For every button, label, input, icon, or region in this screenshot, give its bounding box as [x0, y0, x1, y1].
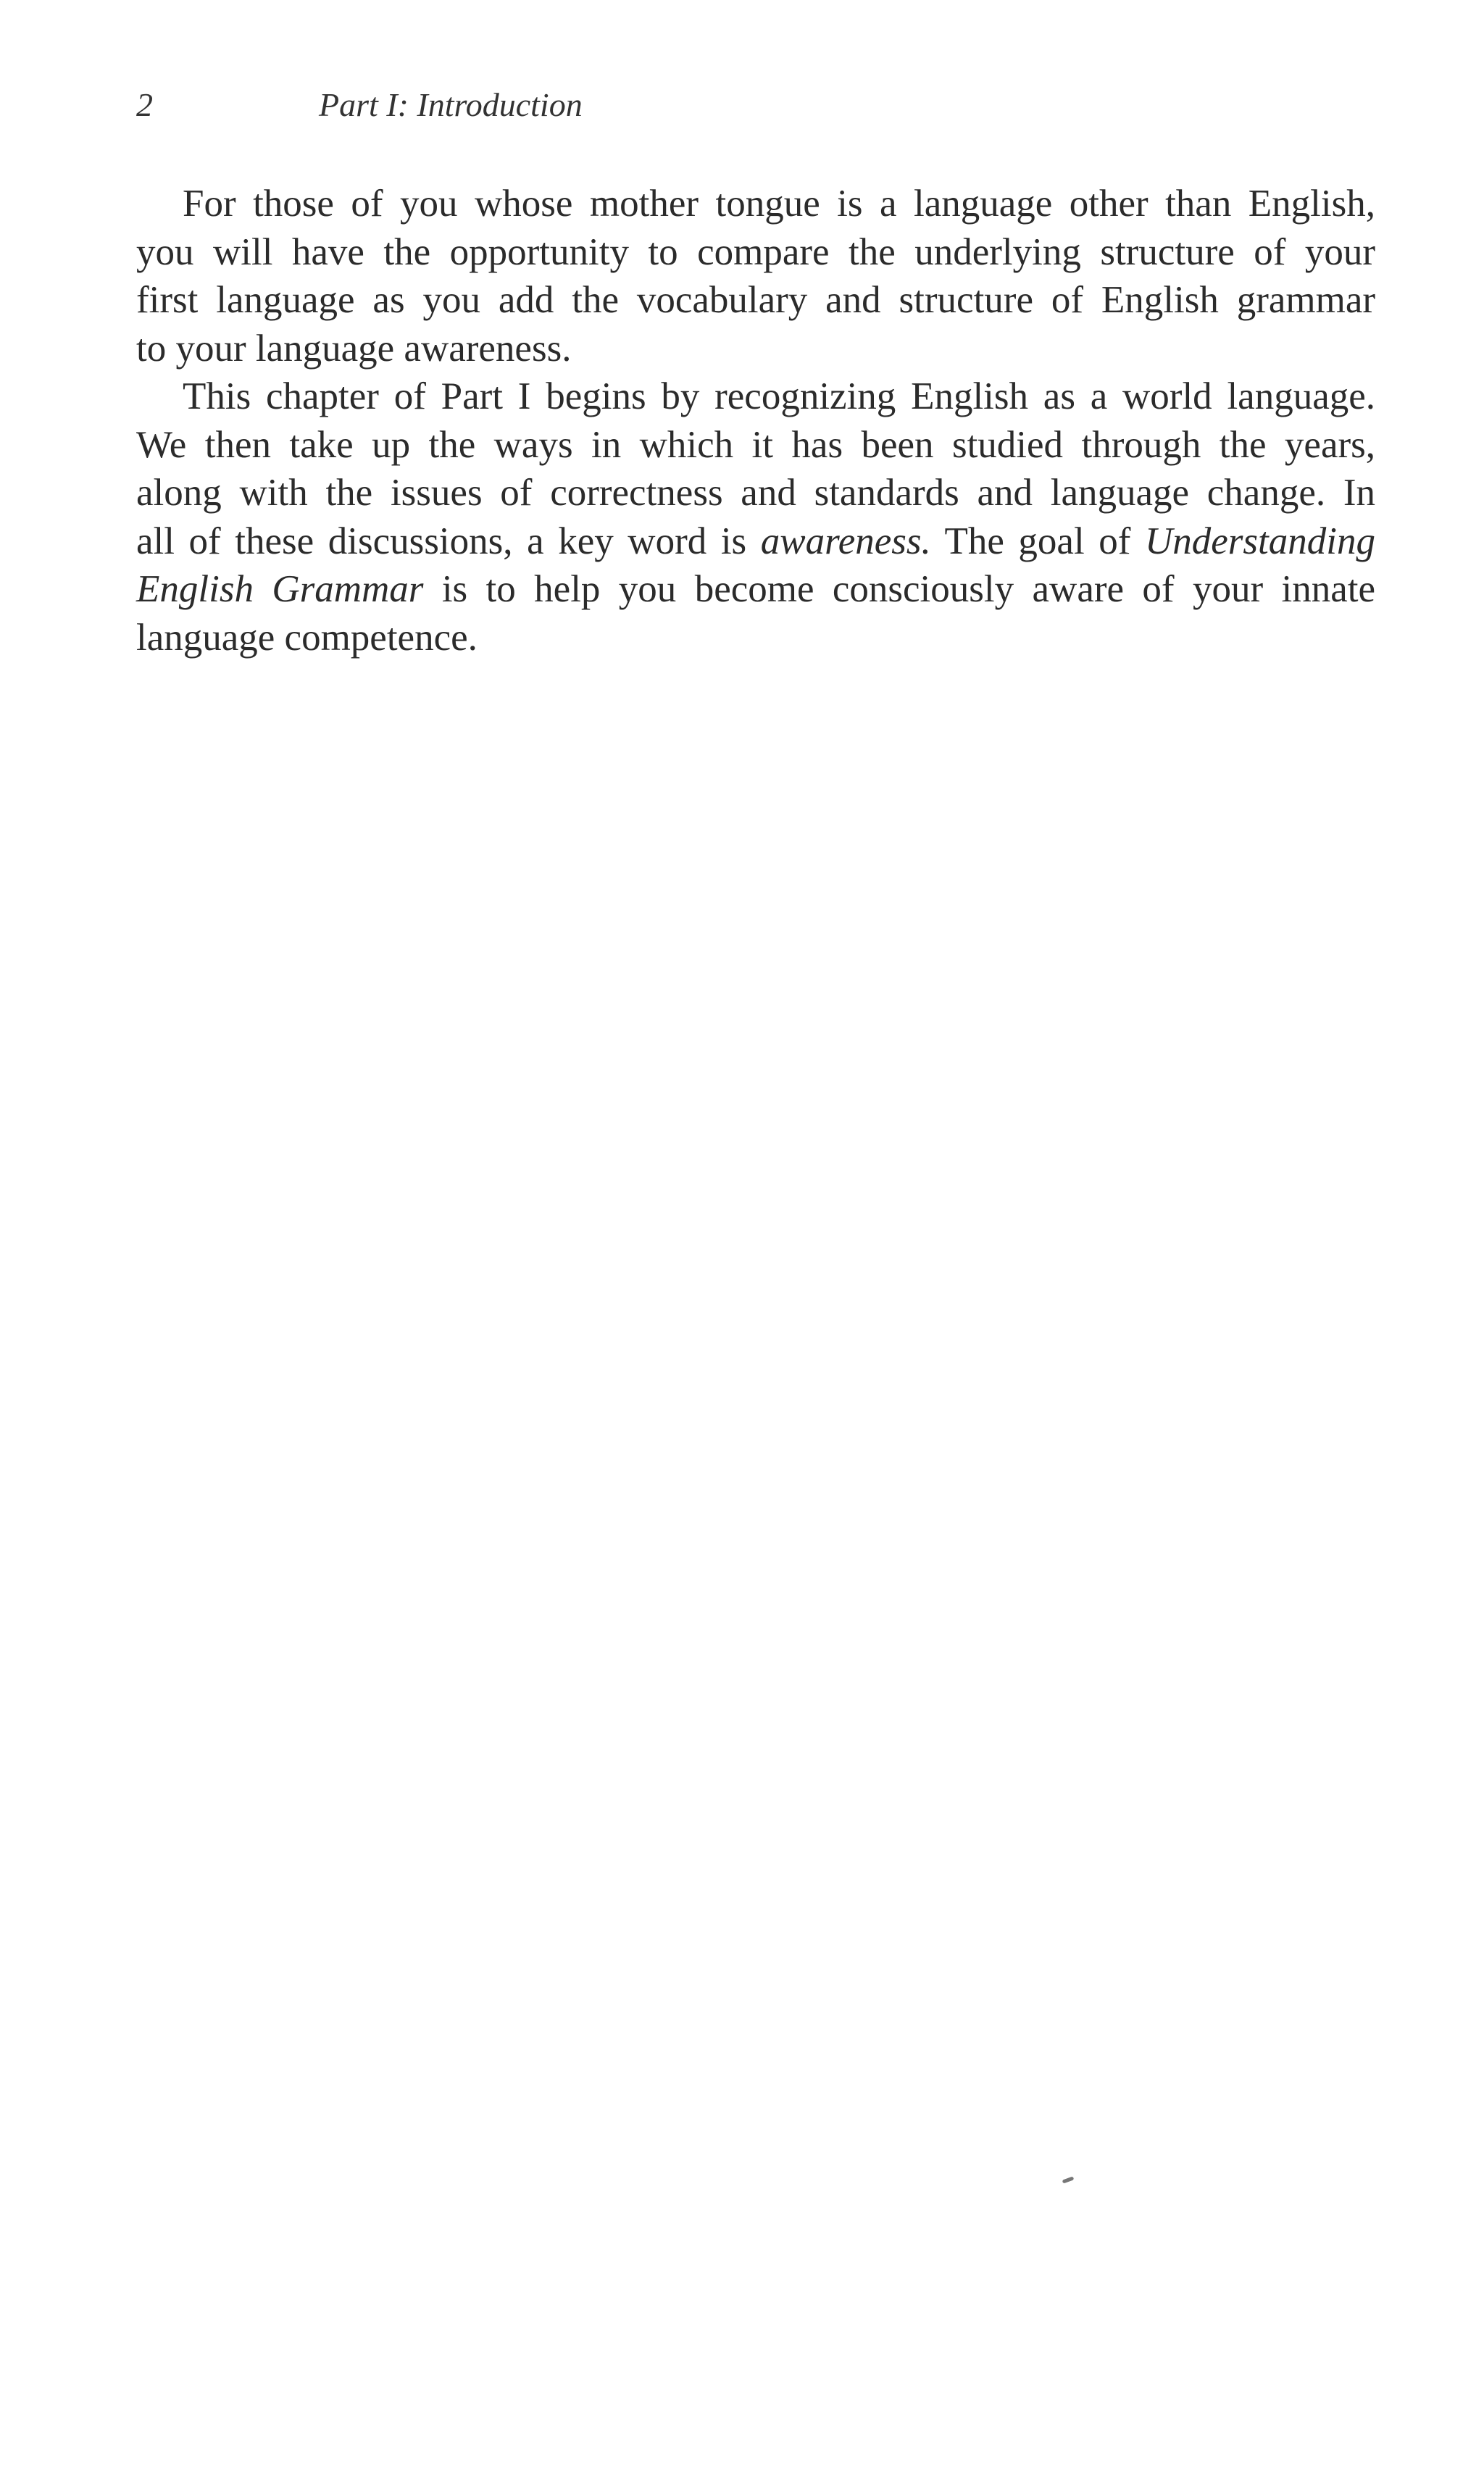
- book-title-part: English Grammar: [136, 568, 424, 610]
- running-head: Part I: Introduction: [319, 86, 583, 123]
- text-segment: is to help you become consciously aware of your innate: [423, 568, 1375, 610]
- paragraph-2: [136, 372, 1375, 662]
- text-line: For those of you whose mother tongue is a language other than English,: [183, 183, 1375, 225]
- italic-term: awareness.: [760, 520, 931, 562]
- text-line: along with the issues of correctness and standards and language change. In: [136, 472, 1375, 514]
- text-line: This chapter of Part I begins by recognizing English as a world language.: [183, 375, 1375, 417]
- text-line: you will have the opportunity to compare the underlying structure of your: [136, 230, 1375, 273]
- page-number: 2: [136, 86, 153, 123]
- text-line-mixed: [136, 565, 1375, 614]
- text-segment: The goal of: [930, 520, 1145, 562]
- text-line: language competence.: [136, 616, 478, 659]
- scan-speck: [1062, 2176, 1075, 2183]
- paragraph-1: [136, 180, 1375, 372]
- text-line: We then take up the ways in which it has been studied through the years,: [136, 423, 1375, 466]
- text-line: first language as you add the vocabulary and structure of English grammar: [136, 279, 1375, 321]
- text-line: to your language awareness.: [136, 327, 572, 370]
- book-title-part: Understanding: [1145, 520, 1375, 562]
- text-segment: all of these discussions, a key word is: [136, 520, 761, 562]
- text-line-mixed: [136, 517, 1375, 566]
- body-text: [136, 180, 1375, 662]
